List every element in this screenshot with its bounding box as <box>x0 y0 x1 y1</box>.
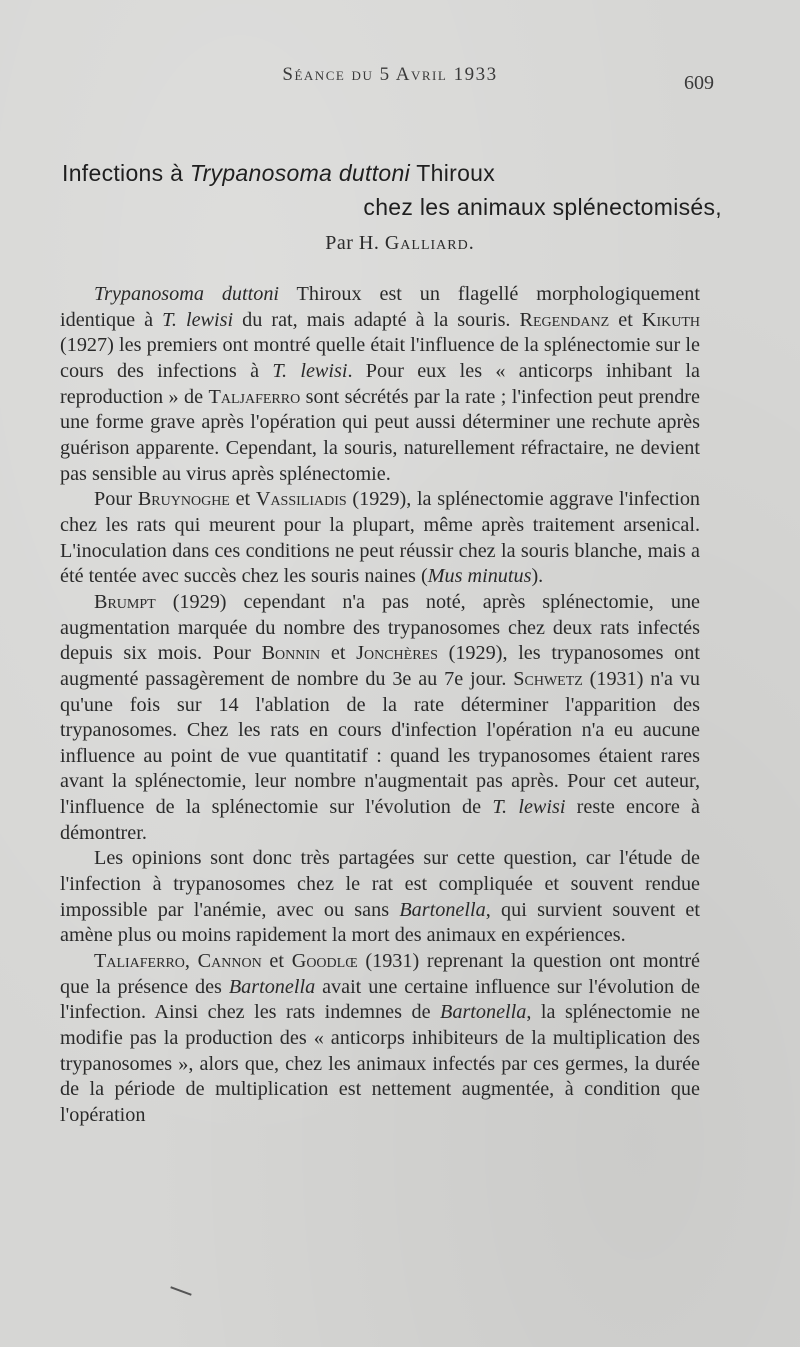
text-run: du rat, mais adapté à la souris. <box>233 308 520 331</box>
title-line-1 <box>62 160 722 192</box>
italic-term: Trypanosoma duttoni <box>94 283 280 305</box>
text-run: ). <box>531 565 544 588</box>
text-run: (1931) reprenant la question ont montré que la présence des <box>60 950 701 998</box>
text-run: et <box>320 642 357 665</box>
author-citation: Bruynoghe <box>137 488 230 511</box>
italic-term: T. lewisi <box>272 359 348 382</box>
text-run: . Pour eux les « anticorps inhibant la reproduction » de <box>60 359 700 408</box>
scan-artifact-mark <box>170 1286 191 1295</box>
author-citation: Cannon <box>197 950 262 973</box>
text-run: et <box>229 488 256 511</box>
text-run: (1929), la splénectomie aggrave l'infection chez les rats qui meurent pour la plupart, même après traitement arsenical. L'inoculation dans ces conditions ne peut réussir chez la souris blanche, mais a été tentée avec succès chez les souris naines ( <box>60 488 701 588</box>
text-run: , qui survient souvent et amène plus ou moins rapidement la mort des animaux en expériences. <box>60 898 701 947</box>
paragraph <box>60 846 700 949</box>
author-citation: Regendanz <box>519 308 610 331</box>
text-run: sont sécrétés par la rate ; l'infection peut prendre une forme grave après l'opération qui peut aussi déterminer une rechute après guérison apparente. Cependant, la souris, naturellement réfractaire, ne devient pas sensible au virus après splénectomie. <box>60 385 700 485</box>
article-title <box>62 160 722 221</box>
author-citation: Vassiliadis <box>255 488 347 511</box>
text-run: Les opinions sont donc très partagées sur cette question, car l'étude de l'infection à trypanosomes chez le rat est compliquée et souvent rendue impossible par l'anémie, avec ou sans <box>60 847 700 921</box>
author-name: Galliard. <box>384 232 475 254</box>
title-species: Trypanosoma duttoni <box>189 160 410 186</box>
byline <box>0 232 800 255</box>
text-run: et <box>609 308 642 331</box>
author-citation: Taliaferro <box>94 950 185 973</box>
paragraph <box>60 949 700 1129</box>
author-citation: Goodlœ <box>291 950 358 973</box>
byline-prefix: Par H. <box>325 232 385 254</box>
author-citation: Kikuth <box>641 308 700 331</box>
text-run: avait une certaine influence sur l'évolution de l'infection. Ainsi chez les rats indemnes de <box>60 975 700 1024</box>
author-citation: Jonchères <box>356 642 438 665</box>
text-run: , <box>184 950 198 973</box>
title-line-2: chez les animaux splénectomisés, <box>363 194 722 220</box>
text-run: , la splénectomie ne modifie pas la production des « anticorps inhibiteurs de la multiplication des trypanosomes », alors que, chez les animaux infectés par ces germes, la durée de la période de multiplication est nettement augmentée, à condition que l'opération <box>60 1001 700 1126</box>
author-citation: Schwetz <box>513 667 583 690</box>
author-citation: Bonnin <box>261 642 321 665</box>
title-suffix: Thiroux <box>409 160 496 186</box>
author-citation: Taljaferro <box>208 385 301 408</box>
italic-term: Bartonella <box>228 975 316 998</box>
text-run: (1929) cependant n'a pas noté, après splénectomie, une augmentation marquée du nombre des trypanosomes chez deux rats infectés depuis six mois. Pour <box>60 590 700 665</box>
page-number: 609 <box>684 72 714 94</box>
italic-term: Mus minutus <box>427 565 532 588</box>
text-run: (1931) n'a vu qu'une fois sur 14 l'ablation de la rate déterminer l'apparition des trypanosomes. Chez les rats en cours d'infection l'opération n'a eu aucune influence au point de vue quantitatif : quand les trypanosomes étaient rares avant la splénectomie, leur nombre n'augmentait pas après. Pour cet auteur, l'influence de la splénectomie sur l'évolution de <box>60 667 700 819</box>
paragraph <box>60 487 700 590</box>
italic-term: Bartonella <box>399 898 486 921</box>
paragraph <box>60 282 700 487</box>
running-head <box>0 64 800 94</box>
italic-term: T. lewisi <box>162 308 234 331</box>
paragraph <box>60 590 700 847</box>
title-prefix: Infections à <box>62 160 190 186</box>
italic-term: T. lewisi <box>492 796 566 819</box>
article-body <box>60 282 700 1129</box>
text-run: Pour <box>94 488 138 511</box>
text-run: et <box>261 950 292 973</box>
text-run: (1927) les premiers ont montré quelle était l'influence de la splénectomie sur le cours des infections à <box>60 334 700 382</box>
text-run: reste encore à démontrer. <box>60 796 701 844</box>
text-run: (1929), les trypanosomes ont augmenté passagèrement de nombre du 3e au 7e jour. <box>60 642 700 690</box>
author-citation: Brumpt <box>94 590 156 613</box>
running-title: Séance du 5 Avril 1933 <box>282 64 498 85</box>
text-run: Thiroux est un flagellé morphologiquement identique à <box>60 283 700 331</box>
italic-term: Bartonella <box>440 1001 527 1024</box>
